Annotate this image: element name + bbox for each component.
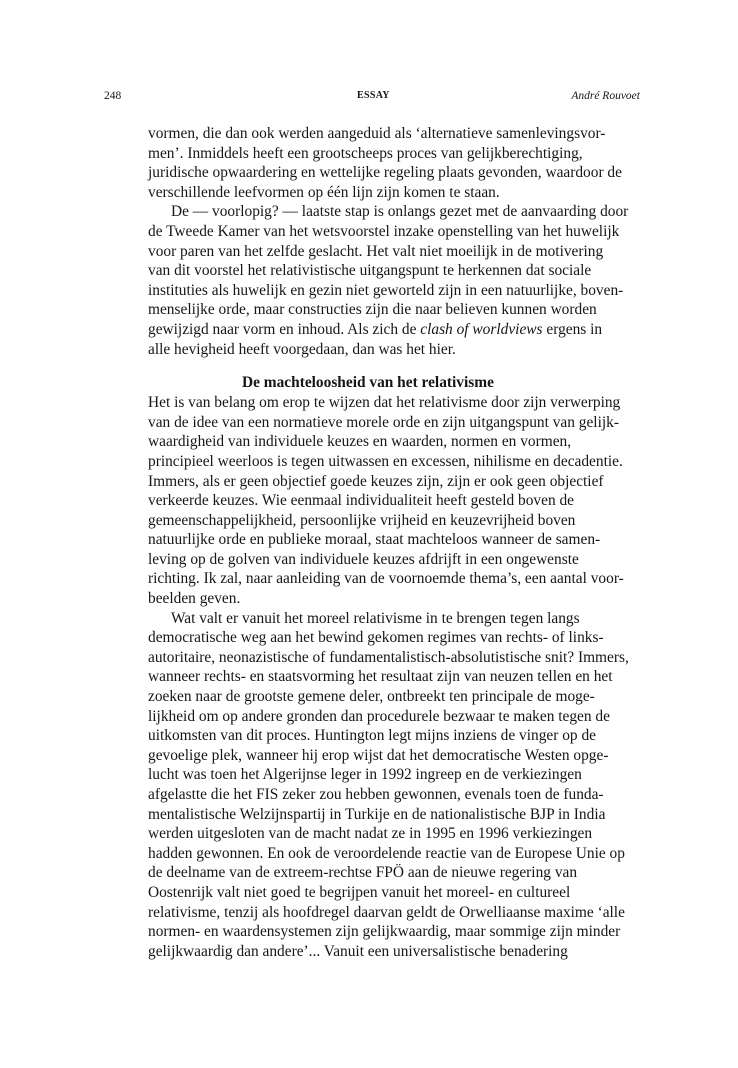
text-line: mentalistische Welzijnspartij in Turkije en de nationalistische BJP in India <box>148 805 606 823</box>
text-line: gevoelige plek, wanneer hij erop wijst dat het democratische Westen opge- <box>148 746 609 764</box>
text-line: afgelastte die het FIS zeker zou hebben gewonnen, evenals toen de funda- <box>148 786 604 803</box>
text-line: Immers, als er geen objectief goede keuzes zijn, zijn er ook geen objectief <box>148 472 604 490</box>
text-line: Het is van belang om erop te wijzen dat het relativisme door zijn verwerping <box>148 394 621 412</box>
text-line: normen- en waardensystemen zijn gelijkwaardig, maar sommige zijn minder <box>148 923 621 941</box>
text-line: de deelname van de extreem-rechtse FPÖ aan de nieuwe regering van <box>148 864 578 882</box>
text-line: zoeken naar de grootste gemene deler, ontbreekt ten principale de moge- <box>148 688 595 706</box>
text-line: voor paren van het zelfde geslacht. Het valt niet moeilijk in de motivering <box>148 242 604 260</box>
text-line: instituties als huwelijk en gezin niet geworteld zijn in een natuurlijke, boven- <box>148 281 624 299</box>
text-line: alle hevigheid heeft voorgedaan, dan was het hier. <box>148 340 456 358</box>
running-head: ESSAY <box>357 90 390 101</box>
text-line: wanneer rechts- en staatsvorming het resultaat zijn van neuzen tellen en het <box>148 668 613 686</box>
italic-phrase: clash of worldviews <box>420 320 543 338</box>
text-line: democratische weg aan het bewind gekomen regimes van rechts- of links- <box>148 629 604 647</box>
text-line: de Tweede Kamer van het wetsvoorstel inzake openstelling van het huwelijk <box>148 222 620 240</box>
text-segment: ergens in <box>542 320 603 338</box>
text-line: beelden geven. <box>148 590 241 608</box>
text-line: De — voorlopig? — laatste stap is onlangs gezet met de aanvaarding door <box>171 203 629 221</box>
text-line: werden uitgesloten van de macht nadat ze in 1995 en 1996 verkiezingen <box>148 825 593 843</box>
section-heading: De machteloosheid van het relativisme <box>242 374 494 392</box>
text-line: van dit voorstel het relativistische uitgangspunt te herkennen dat sociale <box>148 262 592 280</box>
text-line: leving op de golven van individuele keuzes afdrijft in een ongewenste <box>148 550 579 568</box>
text-segment: gewijzigd naar vorm en inhoud. Als zich de <box>148 320 421 338</box>
text-line: uitkomsten van dit proces. Huntington legt mijns inziens de vinger op de <box>148 727 596 745</box>
text-line: lucht was toen het Algerijnse leger in 1992 ingreep en de verkiezingen <box>148 766 582 784</box>
text-line: verkeerde keuzes. Wie eenmaal individualiteit heeft gesteld boven de <box>148 492 575 510</box>
text-line: gemeenschappelijkheid, persoonlijke vrijheid en keuzevrijheid boven <box>148 511 576 529</box>
text-line: verschillende leefvormen op één lijn zijn komen te staan. <box>148 183 500 201</box>
author-name: André Rouvoet <box>571 90 640 102</box>
text-line: waardigheid van individuele keuzes en waarden, normen en vormen, <box>148 433 572 451</box>
text-line: vormen, die dan ook werden aangeduid als ‘alternatieve samenlevingsvor- <box>148 125 606 142</box>
text-line: principieel weerloos is tegen uitwassen en excessen, nihilisme en decadentie. <box>148 452 623 470</box>
text-line: Wat valt er vanuit het moreel relativisme in te brengen tegen langs <box>171 609 580 627</box>
text-line: Oostenrijk valt niet goed te begrijpen vanuit het moreel- en cultureel <box>148 883 571 901</box>
text-line: juridische opwaardering en wettelijke regeling plaats gevonden, waardoor de <box>148 164 622 182</box>
text-line: relativisme, tenzij als hoofdregel daarvan geldt de Orwelliaanse maxime ‘alle <box>148 903 625 921</box>
text-line-with-italic <box>148 320 641 340</box>
text-line: lijkheid om op andere gronden dan procedurele bezwaar te maken tegen de <box>148 707 610 725</box>
text-line: gelijkwaardig dan andere’... Vanuit een universalistische benadering <box>148 942 568 960</box>
text-line: van de idee van een normatieve morele orde en zijn uitgangspunt van gelijk- <box>148 413 619 431</box>
text-line: hadden gewonnen. En ook de veroordelende reactie van de Europese Unie op <box>148 844 625 862</box>
text-line: autoritaire, neonazistische of fundamentalistisch-absolutistische snit? Immers, <box>148 648 629 666</box>
text-line: men’. Inmiddels heeft een grootscheeps proces van gelijkberechtiging, <box>148 144 583 162</box>
text-line: menselijke orde, maar constructies zijn die naar believen kunnen worden <box>148 301 597 319</box>
text-line: natuurlijke orde en publieke moraal, staat machteloos wanneer de samen- <box>148 531 601 549</box>
body-text <box>148 124 641 961</box>
page-number: 248 <box>104 90 122 102</box>
text-line: richting. Ik zal, naar aanleiding van de voornoemde thema’s, een aantal voor- <box>148 570 624 588</box>
page-header <box>104 90 640 106</box>
